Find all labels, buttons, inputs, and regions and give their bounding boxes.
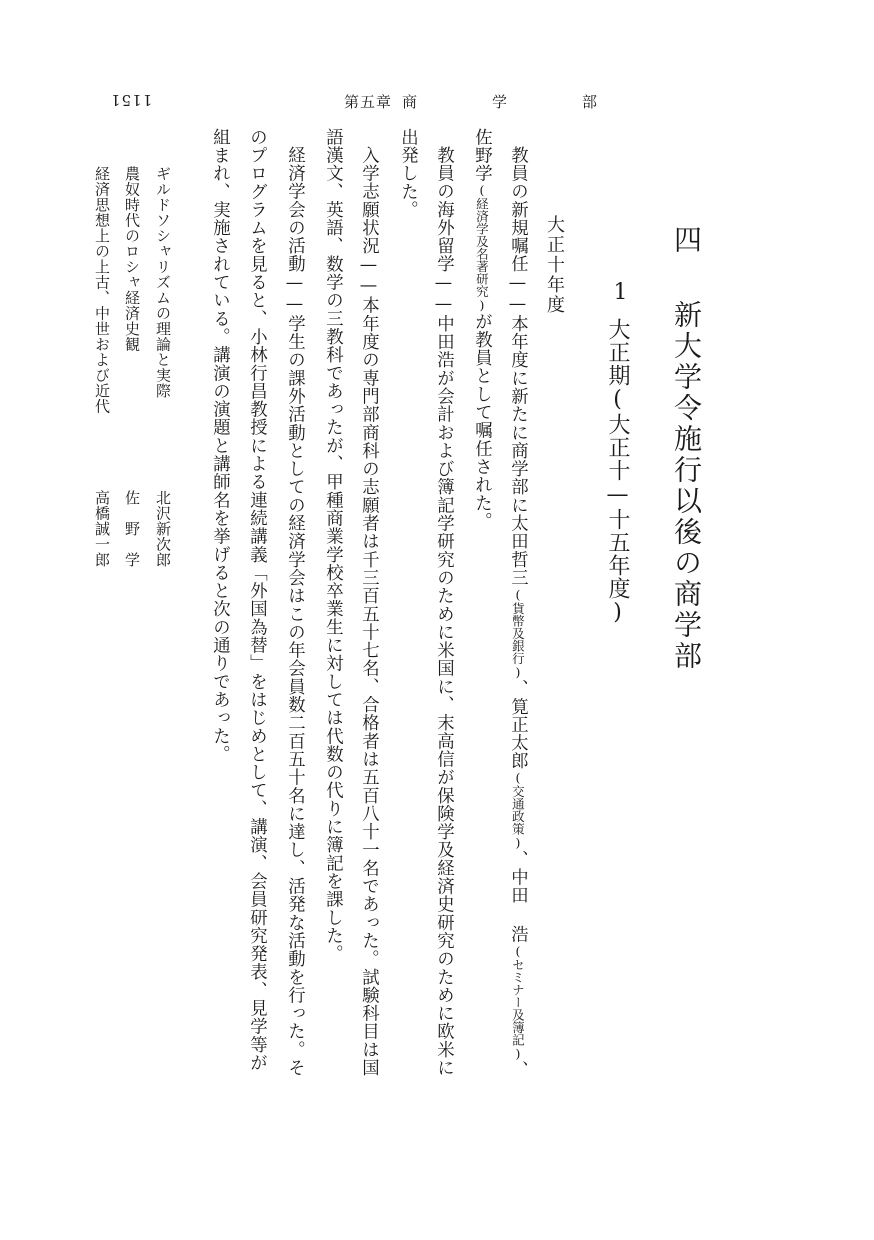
subsection-title: 大正期(大正十—十五年度) xyxy=(605,318,630,626)
lecture-title: 経済思想上の上古、中世および近代 xyxy=(93,166,111,414)
lecture-speaker: 北沢新次郎 xyxy=(154,490,172,568)
text-line: 出発した。 xyxy=(397,128,418,219)
lecture-title: ギルドソシャリズムの理論と実際 xyxy=(154,166,172,399)
lecture-title: 農奴時代のロシャ経済史観 xyxy=(123,166,141,352)
text-line: 佐野学(経済学及名著研究)が教員として嘱任された。 xyxy=(471,128,492,531)
subsection-number: 1 xyxy=(608,280,633,305)
running-head xyxy=(344,91,627,112)
text-line: 教員の新規嘱任——本年度に新たに商学部に太田哲三(貨幣及銀行)、筧正太郎(交通政策)、中田 浩(セミナー及簿記)、 xyxy=(507,146,528,1080)
section-title: 新大学令施行以後の商学部 xyxy=(670,300,703,672)
text-line: 経済学会の活動——学生の課外活動としての経済学会はこの年会員数二百五十名に達し、活発な活動を行った。そ xyxy=(284,146,305,1077)
text-line: のプログラムを見ると、小林行昌教授による連続講義「外国為替」をはじめとして、講演、会員研究発表、見学等が xyxy=(246,128,267,1072)
text-line: 語漢文、英語、数学の三教科であったが、甲種商業学校卒業生に対しては代数の代りに簿記を課した。 xyxy=(322,128,343,963)
lecture-speaker: 佐 野 学 xyxy=(123,490,141,568)
year-heading: 大正十年度 xyxy=(544,215,565,315)
chapter-title: 商 学 部 xyxy=(402,93,628,111)
section-number: 四 xyxy=(670,225,703,255)
chapter-number: 第五章 xyxy=(344,93,393,111)
lecture-speaker: 高橋誠一郎 xyxy=(93,490,111,568)
text-line: 組まれ、実施されている。講演の演題と講師名を挙げると次の通りであった。 xyxy=(209,128,230,764)
text-line: 教員の海外留学——中田浩が会計および簿記学研究のために米国に、末高信が保険学及経済史研究のために欧米に xyxy=(433,146,454,1077)
text-line: 入学志願状況——本年度の専門部商科の志願者は千三百五十七名、合格者は五百八十一名であった。試験科目は国 xyxy=(358,146,379,1077)
page-number: 1151 xyxy=(110,91,153,109)
